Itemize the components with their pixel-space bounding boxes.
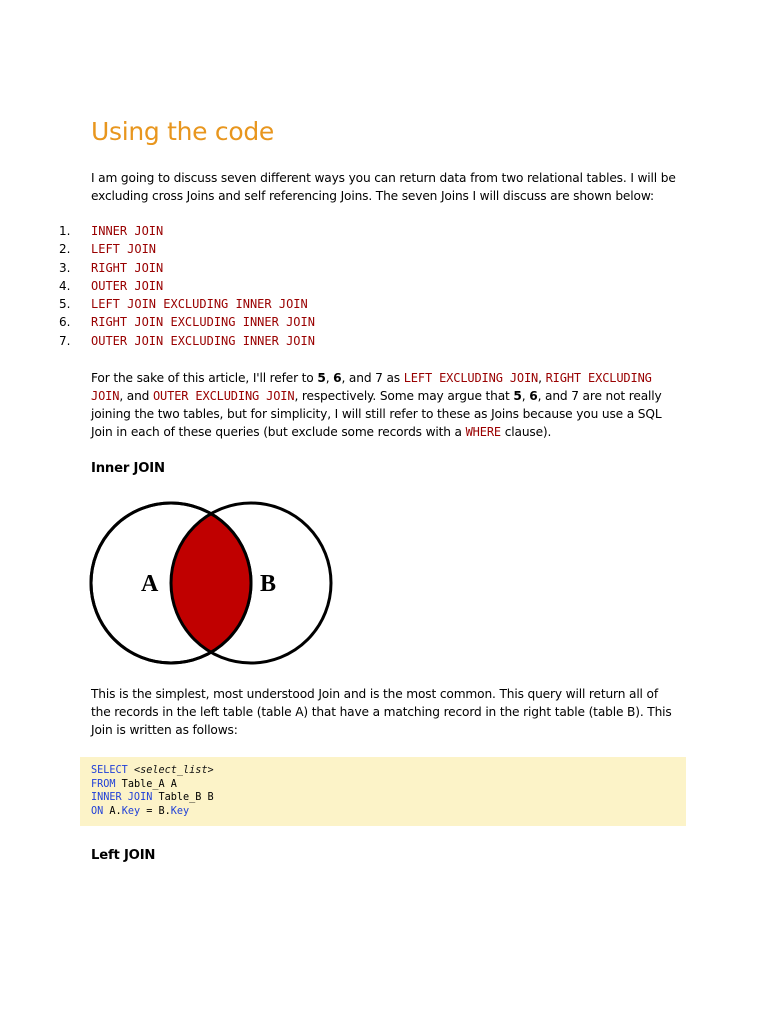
- list-number: 5.: [59, 297, 71, 312]
- code-text: A.: [103, 805, 122, 817]
- list-number: 2.: [59, 242, 71, 257]
- list-item: [59, 313, 315, 331]
- bold-number: 6: [333, 371, 342, 385]
- text-run: , respectively. Some may argue that: [294, 389, 514, 403]
- sql-keyword: SELECT: [91, 765, 128, 776]
- text-run: , and: [119, 389, 153, 403]
- text-run: ,: [325, 371, 334, 385]
- sql-keyword: INNER JOIN: [91, 792, 153, 804]
- left-join-heading: Left JOIN: [91, 848, 156, 863]
- code-line: [91, 791, 686, 805]
- list-item: [59, 222, 315, 240]
- join-name: OUTER JOIN EXCLUDING INNER JOIN: [91, 333, 315, 348]
- inline-code: WHERE: [465, 425, 501, 439]
- bold-number: 6: [529, 389, 538, 403]
- text-run: clause).: [500, 425, 552, 439]
- code-line: [91, 778, 686, 792]
- inline-code: RIGHT EXCLUDING JOIN: [91, 371, 652, 403]
- join-name: LEFT JOIN EXCLUDING INNER JOIN: [91, 297, 308, 312]
- text-run: , and 7 are not really joining the two tables, but for simplicity, I will still refer to these as Joins because you use a SQL Join in each of these queries (but exclude some records with a: [91, 389, 662, 439]
- code-property: Key: [170, 805, 190, 817]
- joins-list: [59, 222, 315, 350]
- venn-label-a: A: [141, 571, 159, 597]
- list-number: 3.: [59, 260, 71, 275]
- bold-number: 5: [317, 371, 326, 385]
- list-number: 7.: [59, 333, 71, 348]
- list-item: [59, 332, 315, 350]
- text-run: ,: [521, 389, 530, 403]
- list-number: 4.: [59, 278, 71, 293]
- venn-label-b: B: [260, 571, 277, 597]
- list-item: [59, 277, 315, 295]
- text-run: For the sake of this article, I'll refer to: [91, 371, 318, 385]
- list-number: 1.: [59, 224, 71, 238]
- join-name: RIGHT JOIN: [91, 260, 164, 275]
- list-number: 6.: [59, 315, 71, 330]
- list-item: [59, 240, 315, 258]
- join-name: INNER JOIN: [91, 224, 164, 238]
- list-item: [59, 259, 315, 277]
- join-name: LEFT JOIN: [91, 242, 157, 257]
- code-text: Table_A A: [115, 778, 177, 790]
- venn-diagram: [89, 500, 335, 668]
- code-property: Key: [121, 805, 141, 817]
- inner-join-paragraph: This is the simplest, most understood Join and is the most common. This query will return all of the records in the left table (table A) that have a matching record in the right table (table B). This Join is written as follows:: [91, 687, 672, 737]
- inner-join-heading: Inner JOIN: [91, 461, 165, 476]
- intro-paragraph: I am going to discuss seven different ways you can return data from two relational tables. I will be excluding cross Joins and self referencing Joins. The seven Joins I will discuss are shown below:: [91, 171, 676, 203]
- inline-code: LEFT EXCLUDING JOIN: [403, 371, 539, 385]
- sql-keyword: ON: [91, 805, 104, 817]
- section-title: Using the code: [91, 117, 274, 146]
- sake-paragraph: [91, 369, 681, 441]
- inline-code: OUTER EXCLUDING JOIN: [152, 389, 295, 403]
- text-run: ,: [538, 371, 546, 385]
- list-item: [59, 295, 315, 313]
- code-text: Table_B B: [152, 792, 214, 804]
- code-line: [91, 805, 686, 819]
- text-run: , and 7 as: [341, 371, 404, 385]
- code-text: = B.: [140, 805, 171, 817]
- sql-keyword: FROM: [91, 778, 116, 790]
- code-line: [91, 764, 686, 778]
- sql-code-block: [80, 757, 686, 826]
- join-name: OUTER JOIN: [91, 278, 164, 293]
- code-text: <select_list>: [127, 765, 214, 776]
- bold-number: 5: [513, 389, 522, 403]
- join-name: RIGHT JOIN EXCLUDING INNER JOIN: [91, 315, 315, 330]
